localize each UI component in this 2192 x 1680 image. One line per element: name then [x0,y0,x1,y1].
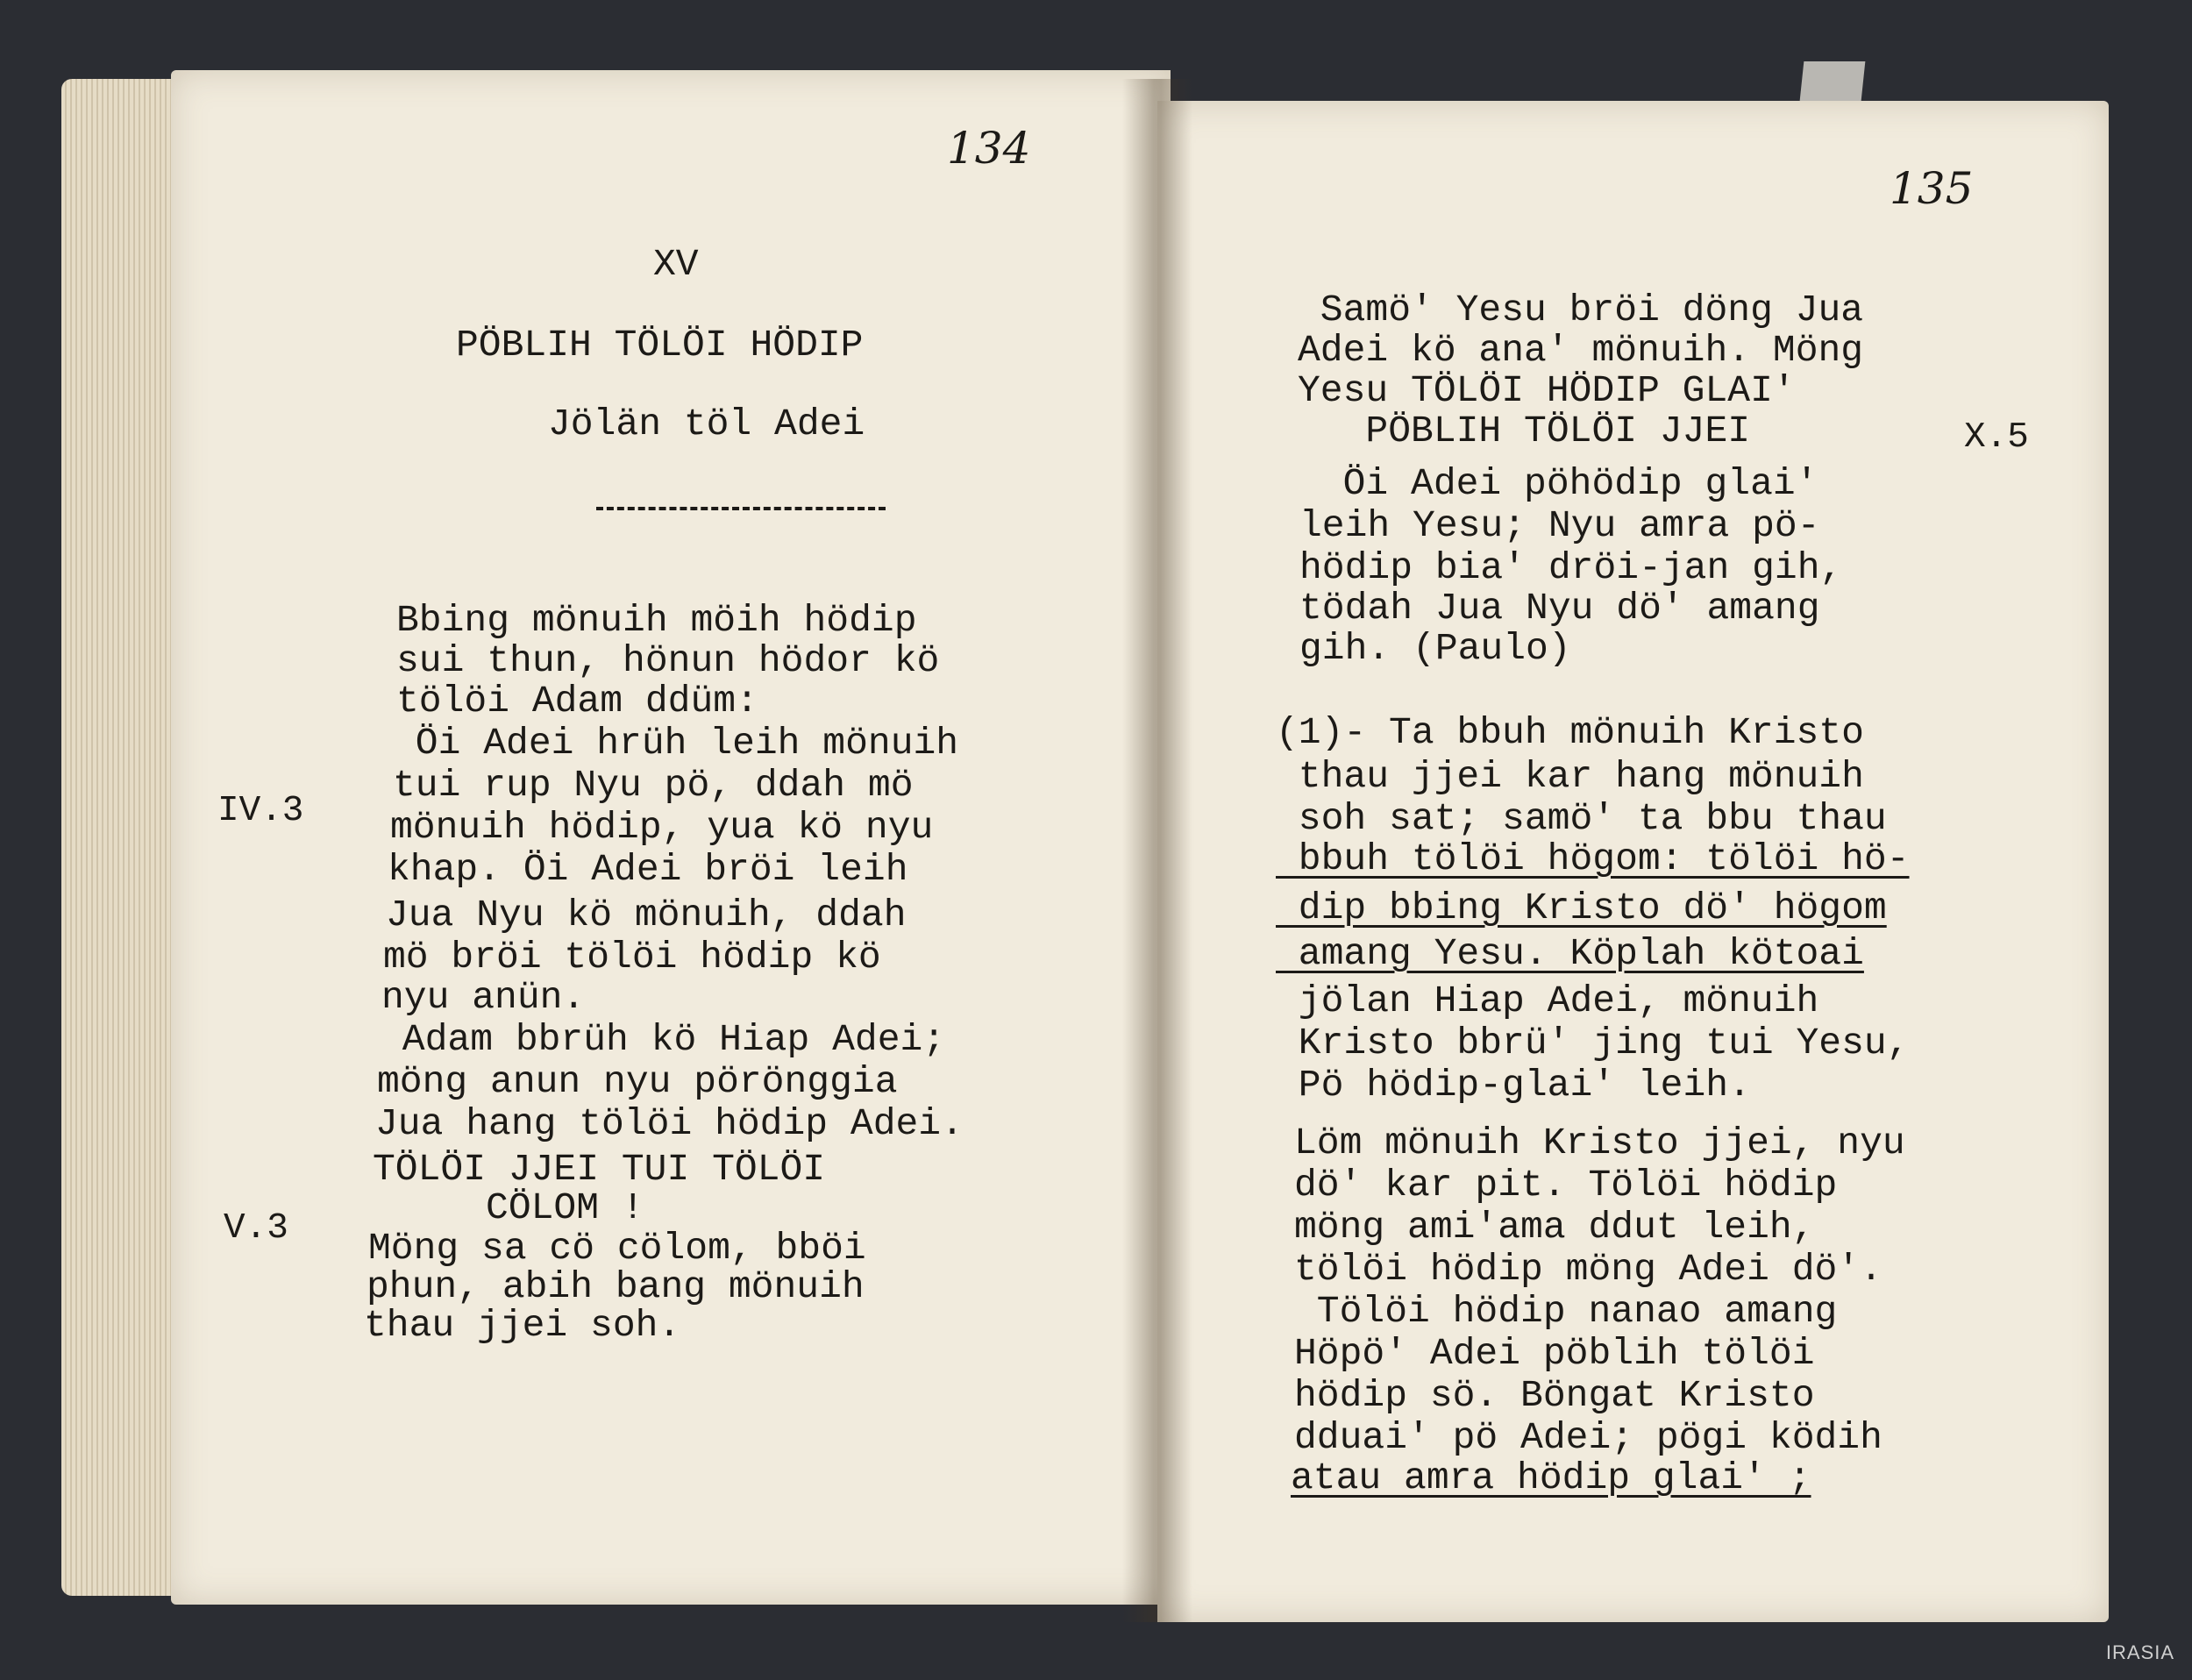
right-line: Tölöi hödip nanao amang [1294,1290,1838,1333]
left-line: Öi Adei hrüh leih mönuih [393,722,959,765]
right-line: Yesu TÖLÖI HÖDIP GLAI' [1298,369,1796,412]
left-line: tui rup Nyu pö, ddah mö [393,764,914,807]
right-line: Höpö' Adei pöblih tölöi [1294,1332,1815,1375]
right-line: Öi Adei pöhödip glai' [1298,462,1818,505]
right-line: Pö hödip-glai' leih. [1276,1064,1751,1107]
right-line: hödip sö. Böngat Kristo [1294,1374,1815,1417]
left-line: möng anun nyu pörönggia [377,1060,898,1103]
right-line: amang Yesu. Köplah kötoai [1276,932,1864,975]
left-line: Jua hang tölöi hödip Adei. [375,1102,964,1145]
left-line: khap. Öi Adei bröi leih [388,848,908,891]
right-line: dip bbing Kristo dö' högom [1276,886,1887,929]
left-line: mönuih hödip, yua kö nyu [390,806,934,849]
right-line: Löm mönuih Kristo jjei, nyu [1294,1121,1905,1164]
page-number-left: 134 [947,123,1031,174]
right-line: leih Yesu; Nyu amra pö- [1299,504,1820,547]
left-line: CÖLOM ! [373,1186,644,1229]
left-line: Jua Nyu kö mönuih, ddah [386,893,907,936]
right-line: tödah Jua Nyu dö' amang [1299,587,1820,630]
left-line: TÖLÖI JJEI TUI TÖLÖI [373,1148,826,1191]
left-line: sui thun, hönun hödor kö [396,639,940,682]
right-line: dö' kar pit. Tölöi hödip [1294,1164,1838,1207]
left-line: Bbing mönuih möih hödip [396,599,917,642]
title-rule [596,507,886,510]
left-line: thau jjei soh. [364,1304,681,1347]
right-line: thau jjei kar hang mönuih [1276,755,1864,798]
margin-ref-x: X.5 [1964,417,2029,458]
right-line: Kristo bbrü' jing tui Yesu, [1276,1022,1910,1064]
left-line: mö bröi tölöi hödip kö [383,936,881,979]
margin-ref-v: V.3 [224,1208,288,1249]
right-line: gih. (Paulo) [1299,627,1571,670]
right-line: jölan Hiap Adei, mönuih [1276,979,1819,1022]
left-line: tölöi Adam ddüm: [396,680,758,723]
book-gutter [1122,79,1192,1622]
chapter-subtitle: Jölän töl Adei [548,402,865,445]
chapter-number: XV [653,243,699,286]
right-line: möng ami'ama ddut leih, [1294,1206,1815,1249]
watermark: IRASIA [2105,1641,2174,1663]
chapter-title: PÖBLIH TÖLÖI HÖDIP [456,324,864,367]
right-line: (1)- Ta bbuh mönuih Kristo [1276,711,1864,754]
right-line: soh sat; samö' ta bbu thau [1276,797,1887,840]
right-line: atau amra hödip glai' ; [1291,1456,1811,1499]
left-line: Adam bbrüh kö Hiap Adei; [380,1018,946,1061]
page-number-right: 135 [1890,163,1974,214]
left-line: phun, abih bang mönuih [367,1265,865,1308]
right-line: dduai' pö Adei; pögi ködih [1294,1416,1882,1459]
bookmark-tab [1800,61,1866,101]
left-line: Möng sa cö cölom, bböi [368,1227,866,1270]
right-line: bbuh tölöi högom: tölöi hö- [1276,837,1910,880]
right-line: PÖBLIH TÖLÖI JJEI [1298,409,1751,452]
margin-ref-iv: IV.3 [217,791,304,831]
right-line: tölöi hödip möng Adei dö'. [1294,1248,1882,1291]
right-line: Samö' Yesu bröi döng Jua [1298,288,1864,331]
right-line: Adei kö ana' mönuih. Möng [1298,329,1864,372]
left-line: nyu anün. [381,976,586,1019]
right-line: hödip bia' dröi-jan gih, [1299,546,1843,589]
